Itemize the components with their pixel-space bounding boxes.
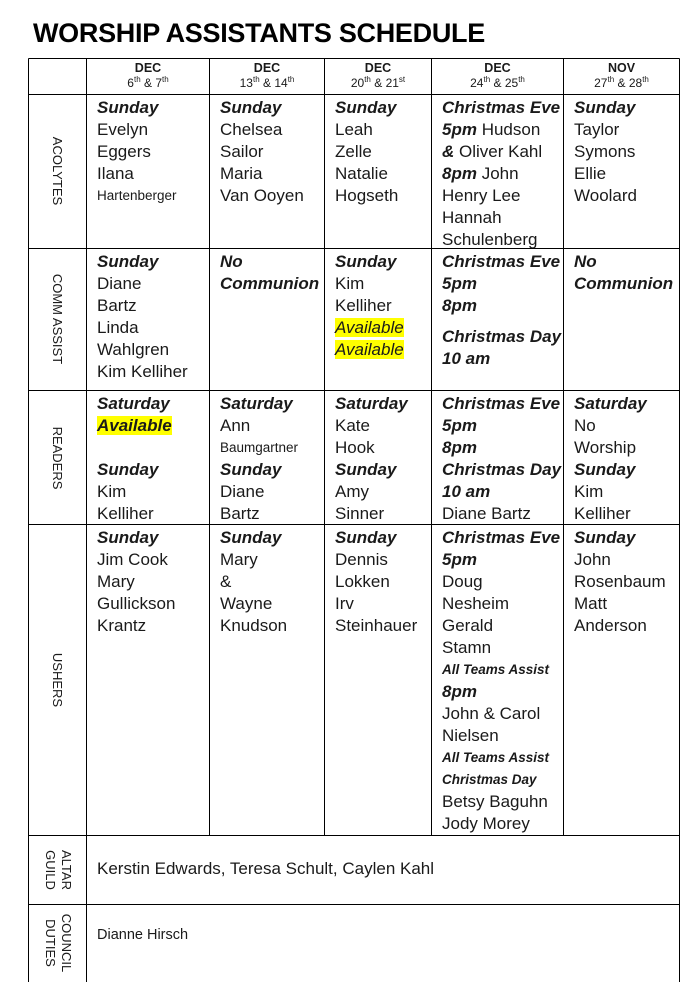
comm-assist-cell: Sunday Diane Bartz Linda Wahlgren Kim Kelliher: [97, 252, 188, 381]
column-header: DEC 6th & 7th: [127, 61, 169, 90]
column-header: NOV 27th & 28th: [594, 61, 649, 90]
readers-cell: Saturday Available Sunday Kim Kelliher: [97, 394, 172, 523]
acolytes-cell: Christmas Eve 5pm Hudson & Oliver Kahl 8pm John Henry Lee Hannah Schulenberg: [442, 98, 561, 248]
acolytes-cell: Sunday Leah Zelle Natalie Hogseth: [335, 98, 399, 205]
role-label-altar-guild: ALTAR GUILD: [43, 850, 74, 890]
altar-guild-names: Kerstin Edwards, Teresa Schult, Caylen Kahl: [97, 859, 435, 878]
readers-cell: Saturday No Worship Sunday Kim Kelliher: [574, 394, 647, 523]
page-title: WORSHIP ASSISTANTS SCHEDULE: [33, 18, 485, 48]
column-header: DEC 20th & 21st: [350, 61, 406, 90]
role-label-readers: READERS: [50, 426, 65, 490]
ushers-cell: Sunday Dennis Lokken Irv Steinhauer: [335, 528, 418, 635]
acolytes-cell: Sunday Chelsea Sailor Maria Van Ooyen: [220, 98, 304, 205]
available-highlight: Available: [335, 318, 404, 337]
column-header: DEC 13th & 14th: [239, 61, 295, 90]
available-highlight: Available: [97, 416, 172, 435]
available-highlight: Available: [335, 340, 404, 359]
comm-assist-cell: No Communion: [220, 252, 320, 293]
readers-cell: Christmas Eve 5pm 8pm Christmas Day 10 am Diane Bartz: [442, 394, 562, 523]
acolytes-cell: Sunday Taylor Symons Ellie Woolard: [574, 98, 637, 205]
ushers-cell: Sunday Jim Cook Mary Gullickson Krantz: [97, 528, 176, 635]
role-label-council-duties: COUNCIL DUTIES: [43, 913, 74, 973]
column-header: DEC 24th & 25th: [470, 61, 525, 90]
role-label-acolytes: ACOLYTES: [50, 136, 65, 206]
role-label-comm-assist: COMM ASSIST: [50, 273, 65, 365]
ushers-cell: Sunday John Rosenbaum Matt Anderson: [574, 528, 666, 635]
readers-cell: Saturday Ann Baumgartner Sunday Diane Bartz: [220, 394, 299, 523]
comm-assist-cell: Sunday Kim Kelliher Available Available: [335, 252, 404, 359]
role-label-ushers: USHERS: [50, 652, 65, 708]
council-duties-names: Dianne Hirsch: [97, 927, 189, 943]
comm-assist-cell: No Communion: [574, 252, 674, 293]
acolytes-cell: Sunday Evelyn Eggers Ilana Hartenberger: [97, 98, 177, 203]
readers-cell: Saturday Kate Hook Sunday Amy Sinner: [335, 394, 408, 523]
ushers-cell: Christmas Eve 5pm Doug Nesheim Gerald Stamn All Teams Assist 8pm John & Carol Nielsen All Teams Assist Christmas Day Betsy Baguhn Jody Morey: [442, 528, 561, 833]
comm-assist-cell: Christmas Eve 5pm 8pm Christmas Day 10 am: [442, 252, 562, 368]
ushers-cell: Sunday Mary & Wayne Knudson: [220, 528, 288, 635]
